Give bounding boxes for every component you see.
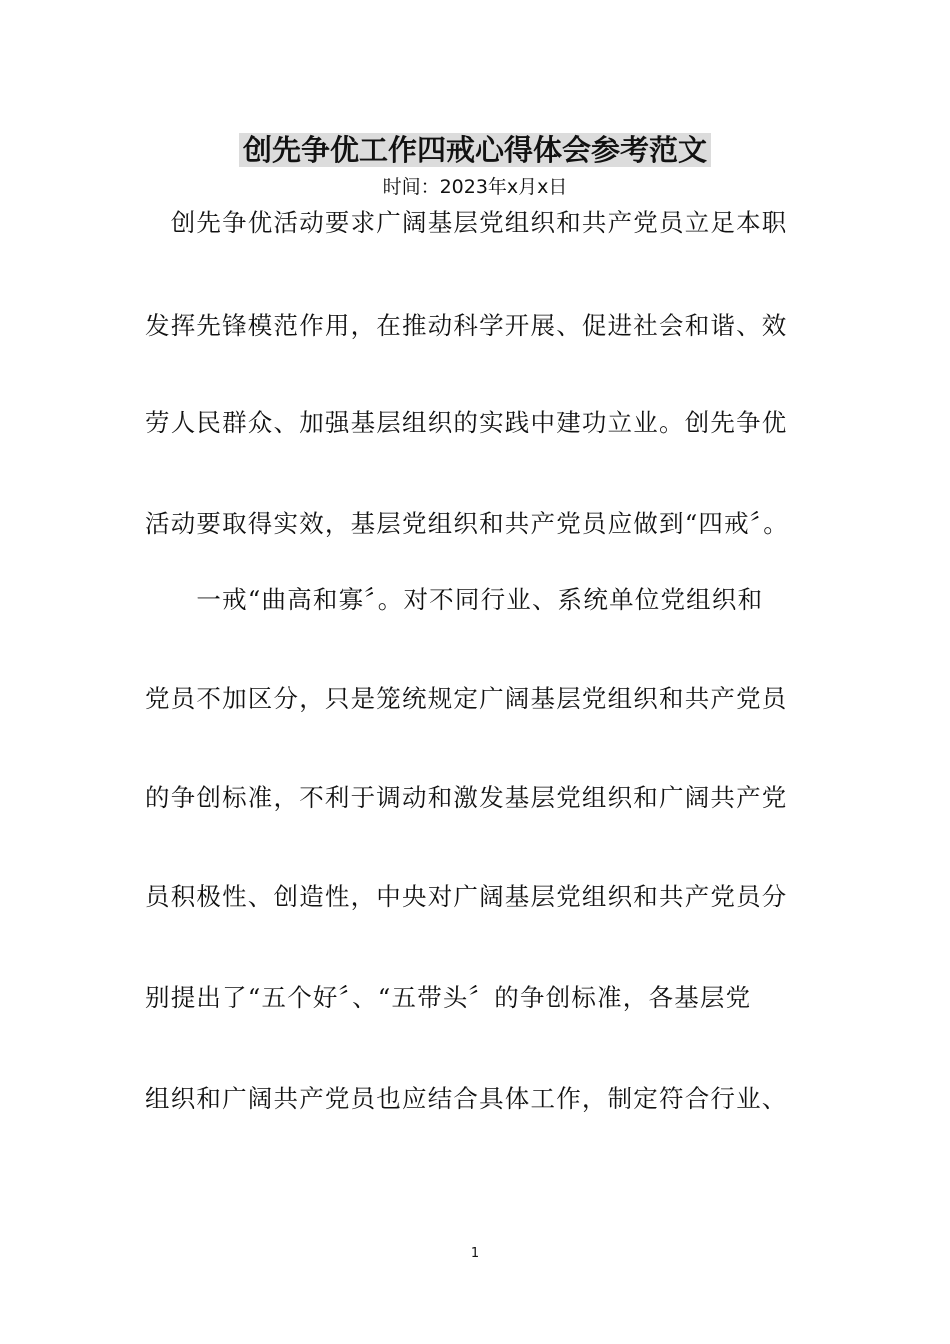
body-line-8: 员积极性、创造性，中央对广阔基层党组织和共产党员分 <box>145 882 788 911</box>
body-line-1: 创先争优活动要求广阔基层党组织和共产党员立足本职 <box>145 208 788 237</box>
body-line-3: 劳人民群众、加强基层组织的实践中建功立业。创先争优 <box>145 408 788 437</box>
document-title-text: 创先争优工作四戒心得体会参考范文 <box>239 133 711 167</box>
document-date: 时间：2023年x月x日 <box>382 176 568 198</box>
body-line-6: 党员不加区分，只是笼统规定广阔基层党组织和共产党员 <box>145 684 788 713</box>
body-line-5: 一戒“曲高和寡〞。对不同行业、系统单位党组织和 <box>145 585 764 614</box>
body-line-10: 组织和广阔共产党员也应结合具体工作，制定符合行业、 <box>145 1084 788 1113</box>
body-line-2: 发挥先锋模范作用，在推动科学开展、促进社会和谐、效 <box>145 311 788 340</box>
document-title <box>0 130 950 170</box>
body-line-4: 活动要取得实效，基层党组织和共产党员应做到“四戒〞。 <box>145 509 789 538</box>
page-number: 1 <box>470 1246 480 1261</box>
body-line-7: 的争创标准，不利于调动和激发基层党组织和广阔共产党 <box>145 783 788 812</box>
body-line-9: 别提出了“五个好〞、“五带头〞的争创标准，各基层党 <box>145 983 752 1012</box>
